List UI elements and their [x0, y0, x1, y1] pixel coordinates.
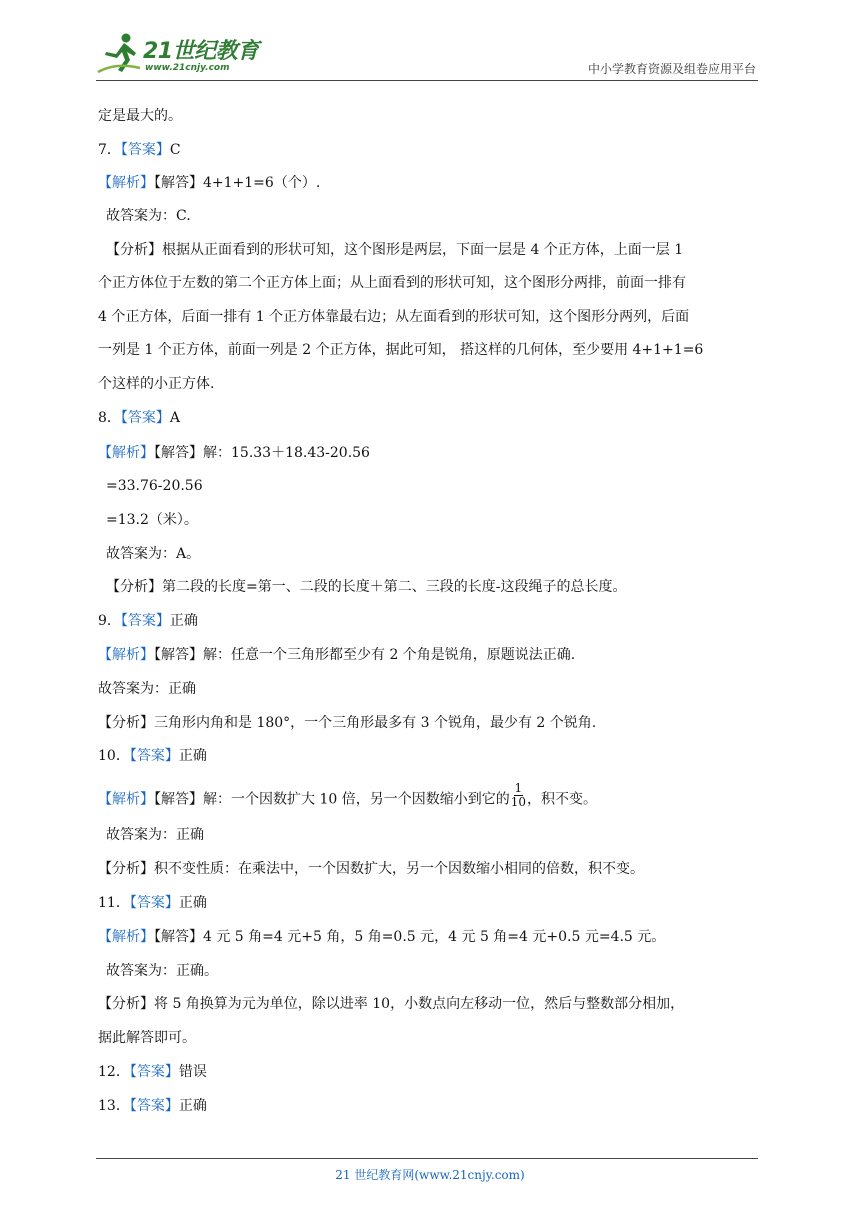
text-line — [98, 994, 684, 1014]
text-line — [106, 961, 218, 981]
line-text: 故答案为：C. — [106, 208, 191, 224]
line-text: 【解答】4 元 5 角=4 元+5 角，5 角=0.5 元，4 元 5 角=4 元+0.5 元=4.5 元。 — [154, 929, 666, 945]
text-line — [98, 1062, 207, 1082]
text-line — [98, 781, 597, 813]
line-text: 11． — [98, 895, 130, 911]
text-line — [98, 859, 644, 879]
text-line — [98, 927, 665, 947]
line-text: 【分析】根据从正面看到的形状可知，这个图形是两层，下面一层是 4 个正方体，上面一层 1 — [106, 242, 684, 258]
section-tag: 【解析】 — [98, 175, 154, 191]
line-text: 【解答】解：15.33＋18.43-20.56 — [154, 445, 370, 461]
section-tag: 【答案】 — [129, 1064, 179, 1080]
line-text: 一列是 1 个正方体，前面一列是 2 个正方体，据此可知， 搭这样的几何体，至少要用 4+1+1=6 — [98, 342, 704, 358]
line-text: 8． — [98, 410, 121, 426]
text-line — [98, 893, 207, 913]
line-text: 【分析】将 5 角换算为元为单位，除以进率 10，小数点向左移动一位，然后与整数部分相加， — [98, 996, 685, 1012]
logo-text: 21世纪教育 — [143, 39, 259, 64]
line-text: 13． — [98, 1098, 130, 1114]
line-text: 定是最大的。 — [98, 108, 182, 124]
logo-url: www.21cnjy.com — [145, 63, 230, 73]
line-text: 12． — [98, 1064, 130, 1080]
text-line — [106, 206, 191, 226]
text-line — [106, 577, 626, 597]
text-line — [106, 510, 198, 530]
text-line — [106, 544, 200, 564]
text-line — [98, 307, 689, 327]
text-line — [98, 106, 182, 126]
line-text: 【分析】第二段的长度=第一、二段的长度＋第二、三段的长度-这段绳子的总长度。 — [106, 579, 627, 595]
text-line — [98, 679, 196, 699]
text-line — [98, 408, 180, 428]
footer-divider — [96, 1158, 758, 1159]
fraction-numerator: 1 — [514, 781, 523, 795]
text-line — [98, 340, 703, 360]
line-text: 故答案为：正确 — [106, 827, 204, 843]
line-text: 个正方体位于左数的第二个正方体上面；从上面看到的形状可知，这个图形分两排，前面一排有 — [98, 275, 686, 291]
section-tag: 【答案】 — [129, 1098, 179, 1114]
page-header — [96, 30, 758, 81]
text-line — [98, 645, 575, 665]
section-tag: 【答案】 — [129, 895, 179, 911]
fraction — [511, 782, 526, 809]
line-text: 错误 — [178, 1064, 207, 1080]
runner-logo-icon — [96, 32, 142, 76]
section-tag: 【解析】 — [98, 647, 154, 663]
line-text: 7． — [98, 142, 121, 158]
line-text: 故答案为：A。 — [106, 546, 201, 562]
section-tag: 【答案】 — [129, 748, 179, 764]
text-line — [98, 140, 181, 160]
line-text: 正确 — [178, 895, 207, 911]
line-text: 9． — [98, 613, 121, 629]
line-text: A — [169, 410, 181, 426]
text-line — [106, 240, 683, 260]
text-line — [98, 713, 596, 733]
line-text: ，积不变。 — [527, 791, 597, 808]
line-text: 4 个正方体，后面一排有 1 个正方体靠最右边；从左面看到的形状可知，这个图形分两列，后面 — [98, 309, 690, 325]
line-text: 故答案为：正确。 — [106, 963, 218, 979]
text-line — [98, 611, 198, 631]
text-line — [98, 443, 370, 463]
header-tagline: 中小学教育资源及组卷应用平台 — [587, 62, 756, 76]
line-text: 故答案为：正确 — [98, 681, 196, 697]
line-text: 【解答】4+1+1=6（个）. — [154, 175, 321, 191]
text-line — [106, 476, 203, 496]
line-text: 【解答】解：任意一个三角形都至少有 2 个角是锐角，原题说法正确. — [154, 647, 576, 663]
fraction-denominator: 10 — [510, 795, 526, 809]
line-text: 据此解答即可。 — [98, 1030, 196, 1046]
line-text: C — [169, 142, 181, 158]
line-text: 【解答】解：一个因数扩大 10 倍，另一个因数缩小到它的 — [154, 791, 510, 808]
text-line — [98, 1096, 207, 1116]
line-text: 10． — [98, 748, 130, 764]
section-tag: 【解析】 — [98, 929, 154, 945]
section-tag: 【答案】 — [120, 410, 170, 426]
line-text: =33.76-20.56 — [106, 478, 203, 494]
line-text: 正确 — [178, 1098, 207, 1114]
site-logo[interactable] — [96, 32, 266, 76]
section-tag: 【解析】 — [98, 445, 154, 461]
line-text: 【分析】积不变性质：在乘法中，一个因数扩大，另一个因数缩小相同的倍数，积不变。 — [98, 861, 644, 877]
line-text: 正确 — [178, 748, 207, 764]
text-line — [98, 273, 686, 293]
text-line — [98, 1028, 196, 1048]
page-footer[interactable]: 21 世纪教育网(www.21cnjy.com) — [335, 1168, 525, 1182]
line-text: =13.2（米）。 — [106, 512, 198, 528]
text-line — [98, 374, 214, 394]
line-text: 正确 — [169, 613, 198, 629]
text-line — [98, 746, 207, 766]
text-line — [98, 173, 320, 193]
section-tag: 【答案】 — [120, 613, 170, 629]
text-line — [106, 825, 204, 845]
section-tag: 【答案】 — [120, 142, 170, 158]
line-text: 个这样的小正方体. — [98, 376, 215, 392]
line-text: 【分析】三角形内角和是 180°，一个三角形最多有 3 个锐角，最少有 2 个锐角. — [98, 715, 597, 731]
section-tag: 【解析】 — [98, 791, 154, 808]
